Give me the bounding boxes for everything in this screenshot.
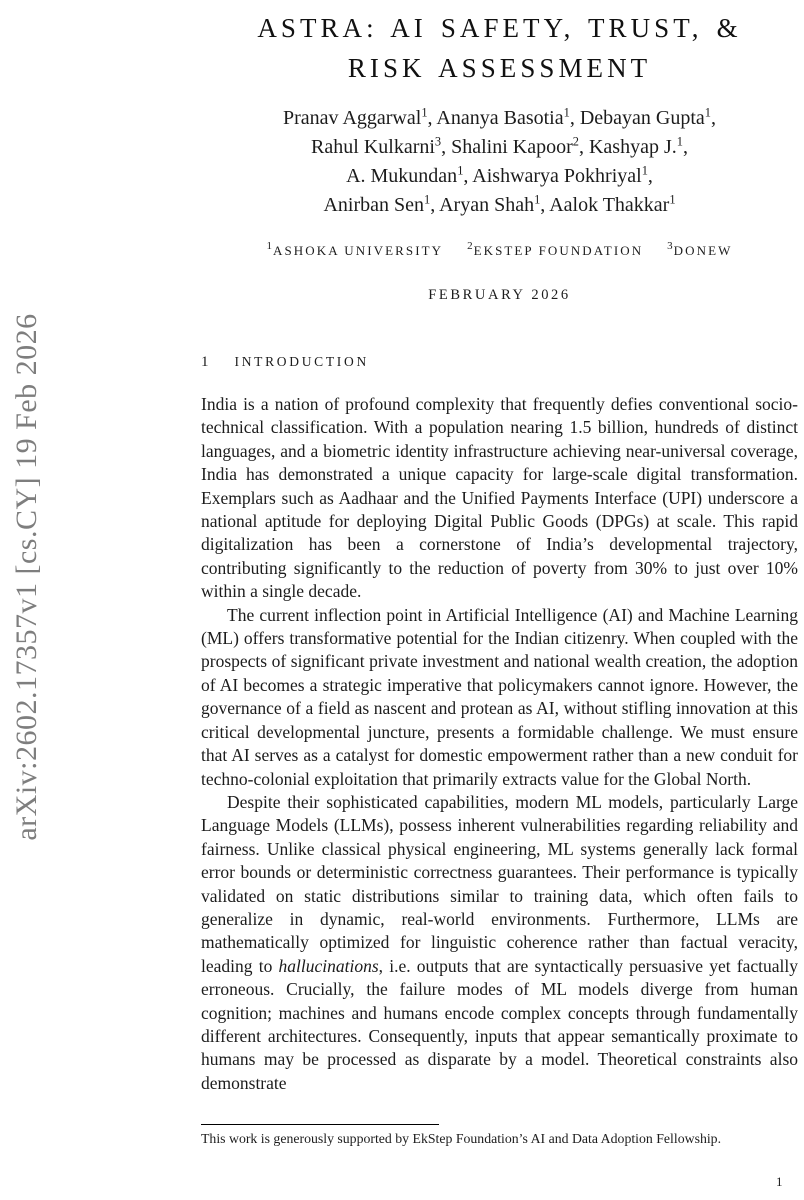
article-body bbox=[201, 393, 798, 1095]
paper-title-line-1: ASTRA: AI SAFETY, TRUST, & bbox=[257, 13, 742, 43]
author-affiliation-superscript: 1 bbox=[641, 163, 648, 178]
footnote-block bbox=[201, 1124, 798, 1147]
affiliation-superscript: 3 bbox=[667, 240, 673, 252]
author-affiliation-superscript: 1 bbox=[421, 105, 428, 120]
author-line: A. Mukundan$^1$, Aishwarya Pokhriyal$^1$, bbox=[346, 163, 653, 187]
footnote-text: This work is generously supported by EkStep Foundation’s AI and Data Adoption Fellowship. bbox=[201, 1131, 722, 1146]
affiliation-name: DONEW bbox=[673, 243, 733, 258]
page-number: 1 bbox=[776, 1174, 783, 1189]
author-affiliation-superscript: 1 bbox=[457, 163, 464, 178]
paper-title bbox=[201, 8, 798, 88]
author-affiliation-superscript: 1 bbox=[704, 105, 711, 120]
author-affiliation-superscript: 2 bbox=[572, 134, 579, 149]
author-affiliation-superscript: 1 bbox=[669, 192, 676, 207]
affiliation-superscript: 2 bbox=[467, 240, 473, 252]
paper-date: FEBRUARY 2026 bbox=[428, 287, 571, 303]
paragraph: Despite their sophisticated capabilities, modern ML models, particularly Large Language Models (LLMs), possess inherent vulnerabilities regarding reliability and fairness. Unlike classical physical engineering, ML systems generally lack formal error bounds or deterministic correctness guarantees. Their performance is typically validated on static distributions similar to training data, which often fails to generalize in dynamic, real-world environments. Furthermore, LLMs are mathematically optimized for linguistic coherence rather than factual veracity, leading to hallucinations, i.e. outputs that are syntactically persuasive yet factually erroneous. Crucially, the failure modes of ML models diverge from human cognition; machines and humans encode complex concepts through fundamentally different architectures. Consequently, inputs that appear semantically proximate to humans may be processed as disparate by a model. Theoretical constraints also demonstrate bbox=[201, 791, 798, 1093]
paper-content-column bbox=[201, 0, 798, 1095]
author-affiliation-superscript: 1 bbox=[534, 192, 541, 207]
affiliation-item bbox=[266, 240, 444, 259]
section-number: 1 bbox=[201, 354, 209, 370]
author-affiliation-superscript: 1 bbox=[676, 134, 683, 149]
author-affiliation-superscript: 1 bbox=[424, 192, 431, 207]
footnote-rule bbox=[201, 1124, 439, 1125]
author-line: Rahul Kulkarni$^3$, Shalini Kapoor$^2$, Kashyap J.$^1$, bbox=[311, 134, 688, 158]
author-affiliation-superscript: 1 bbox=[563, 105, 570, 120]
paragraph: India is a nation of profound complexity that frequently defies conventional socio-technical classification. With a population nearing 1.5 billion, hundreds of distinct languages, and a biometric identity infrastructure achieving near-universal coverage, India has demonstrated a unique capacity for large-scale digital transformation. Exemplars such as Aadhaar and the Unified Payments Interface (UPI) underscore a national aptitude for deploying Digital Public Goods (DPGs) at scale. This rapid digitalization has been a cornerstone of India’s developmental trajectory, contributing significantly to the reduction of poverty from 30% to just over 10% within a single decade. bbox=[201, 394, 798, 602]
affiliation-line bbox=[201, 240, 798, 260]
affiliation-name: ASHOKA UNIVERSITY bbox=[273, 243, 444, 258]
section-title: INTRODUCTION bbox=[234, 354, 369, 369]
arxiv-watermark: arXiv:2602.17357v1 [cs.CY] 19 Feb 2026 bbox=[10, 313, 43, 841]
author-affiliation-superscript: 3 bbox=[434, 134, 442, 149]
emphasis-term: hallucinations bbox=[278, 955, 379, 976]
paragraph: The current inflection point in Artificial Intelligence (AI) and Machine Learning (ML) offers transformative potential for the Indian citizenry. When coupled with the prospects of significant private investment and national wealth creation, the adoption of AI becomes a strategic imperative that policymakers cannot ignore. However, the governance of a field as nascent and protean as AI, without stifling innovation at this critical developmental juncture, presents a formidable challenge. We must ensure that AI serves as a catalyst for domestic empowerment rather than a new conduit for techno-colonial exploitation that primarily extracts value for the Global North. bbox=[201, 604, 798, 789]
affiliation-superscript: 1 bbox=[266, 240, 273, 252]
author-block bbox=[201, 104, 798, 220]
section-heading bbox=[201, 354, 798, 371]
affiliation-name: EKSTEP FOUNDATION bbox=[473, 243, 644, 258]
affiliation-item bbox=[467, 240, 644, 259]
author-line: Pranav Aggarwal$^1$, Ananya Basotia$^1$, Debayan Gupta$^1$, bbox=[283, 105, 716, 129]
author-line: Anirban Sen$^1$, Aryan Shah$^1$, Aalok Thakkar$^1$ bbox=[323, 192, 676, 216]
paper-title-line-2: RISK ASSESSMENT bbox=[347, 53, 652, 83]
affiliation-item bbox=[667, 240, 733, 259]
